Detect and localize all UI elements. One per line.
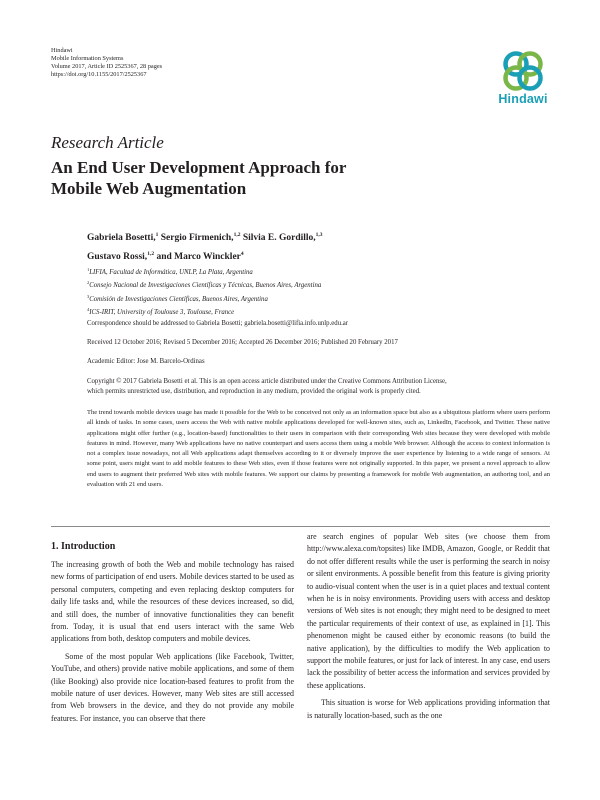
academic-editor: Academic Editor: Jose M. Barcelo-Ordinas [87, 358, 205, 365]
hindawi-logo-text: Hindawi [498, 92, 548, 106]
author-name: Gustavo Rossi, [87, 252, 148, 262]
affiliation-marker: 4 [87, 307, 90, 313]
section-heading: 1. Introduction [51, 541, 116, 552]
affiliation-item [87, 305, 321, 318]
author-line-1 [87, 227, 487, 246]
affiliation-text: Consejo Nacional de Investigaciones Científicas y Técnicas, Buenos Aires, Argentina [89, 282, 322, 290]
author-affiliation-marker: 1,2 [233, 232, 241, 238]
paper-title [51, 157, 471, 199]
copyright-line-2: which permits unrestricted use, distribution, and reproduction in any medium, provided the original work is properly cited. [87, 387, 421, 395]
author-name: and Marco Winckler [156, 252, 241, 262]
affiliation-item [87, 292, 321, 305]
body-paragraph: Some of the most popular Web applications (like Facebook, Twitter, YouTube, and others) provide native mobile applications, and some of them (like Booking) also provide nice location-based features to profit from the mobile nature of user devices. However, many Web sites are still accessed from Web browsers in the device, and they do not provide any mobile features. For instance, you can observe that there [51, 651, 294, 723]
body-paragraph: are search engines of popular Web sites (we choose them from http://www.alexa.com/topsites) like IMDB, Amazon, Google, or Reddit that do not offer different results while the user is performing the search in noisy or silent environments. A possible benefit from this feature is giving priority to audio-visual content when the user is in a quiet places and textual content when he is in noisy environments. Providing users with access and desktop versions of Web sites is not enough; they might need to be designed to meet the particular requirements of their context of use, as explained in [1]. This phenomenon might be caused either by economic reasons (to build the native application), by the difficulties to modify the Web application to support the mobile features, or just for lack of interest. In any case, end users lack the possibility of better access the information and services provided by these applications. [307, 532, 550, 690]
author-name: Silvia E. Gordillo, [242, 233, 316, 243]
doi-link[interactable]: https://doi.org/10.1155/2017/2525367 [51, 70, 147, 78]
abstract: The trend towards mobile devices usage has made it possible for the Web to be conceived not only as an information space but also as a ubiquitous platform where users perform all kinds of tasks. In some cases, users access the Web with native mobile applications developed for well-known sites, such as, LinkedIn, Facebook, and Twitter. These native applications might offer further (e.g., location-based) functionalities to their users in comparison with their corresponding Web sites because they were developed with mobile features in mind. However, many Web applications have no native counterpart and users access them using a mobile Web browser. Although the access to context information is not a complex issue nowadays, not all Web applications adapt themselves according to it or diversely improve the user experience by listening to a wide range of sensors. At some point, users might want to add mobile features to these Web sites, even if those features were not originally supported. In this paper, we present a novel approach to allow end users to augment their preferred Web sites with mobile features. We support our claims by presenting a framework for mobile Web augmentation, an authoring tool, and an evaluation with 21 end users. [87, 409, 550, 489]
affiliation-item [87, 278, 321, 291]
affiliation-text: ICS-IRIT, University of Toulouse 3, Toulouse, France [89, 309, 235, 317]
affiliation-list [87, 265, 321, 319]
author-affiliation-marker: 1 [155, 232, 159, 238]
volume-line: Volume 2017, Article ID 2525367, 28 pages [51, 62, 163, 70]
affiliation-marker: 3 [87, 293, 90, 299]
affiliation-text: LIFIA, Facultad de Informática, UNLP, La Plata, Argentina [89, 269, 253, 276]
author-affiliation-marker: 1,2 [147, 251, 155, 257]
author-list [87, 227, 487, 265]
body-column-right [307, 531, 550, 722]
paper-title-line-1: An End User Development Approach for [51, 158, 347, 177]
correspondence-line: Correspondence should be addressed to Gabriela Bosetti; gabriela.bosetti@lifia.info.unlp.edu.ar [87, 320, 349, 327]
section-divider [51, 526, 550, 527]
publisher-name: Hindawi [51, 47, 73, 54]
journal-info [51, 47, 162, 79]
affiliation-item [87, 265, 321, 278]
affiliation-marker: 2 [87, 280, 90, 286]
article-type: Research Article [51, 133, 164, 152]
affiliation-marker: 1 [87, 267, 90, 272]
author-line-2 [87, 246, 487, 265]
author-affiliation-marker: 1,3 [315, 232, 323, 238]
affiliation-text: Comisión de Investigaciones Científicas, Buenos Aires, Argentina [89, 295, 268, 303]
body-paragraph: The increasing growth of both the Web and mobile technology has raised new forms of participation of end users. Mobile devices started to be used as personal computers, competing and even replacing desktop computers for daily life tasks and, while the resources of these devices increased, so did, and still does, the number of innovative functionalities they can benefit from. Today, it is usual that end users interact with the same Web applications from both, desktop computers and mobile devices. [51, 560, 294, 644]
body-paragraph: This situation is worse for Web applications providing information that is naturally location-based, such as the one [307, 698, 550, 720]
hindawi-logo [497, 49, 549, 105]
journal-name: Mobile Information Systems [51, 54, 124, 62]
author-affiliation-marker: 4 [240, 251, 244, 257]
copyright-line-1: Copyright © 2017 Gabriela Bosetti et al. This is an open access article distributed under the Creative Commons Attribution License, [87, 378, 447, 385]
body-column-left [51, 540, 294, 725]
copyright-notice [87, 377, 557, 396]
paper-title-line-2: Mobile Web Augmentation [51, 179, 247, 198]
author-name: Gabriela Bosetti, [87, 233, 156, 243]
publication-dates: Received 12 October 2016; Revised 5 December 2016; Accepted 26 December 2016; Published 20 February 2017 [87, 339, 398, 346]
author-name: Sergio Firmenich, [160, 233, 234, 243]
hindawi-logo-icon [497, 49, 549, 91]
